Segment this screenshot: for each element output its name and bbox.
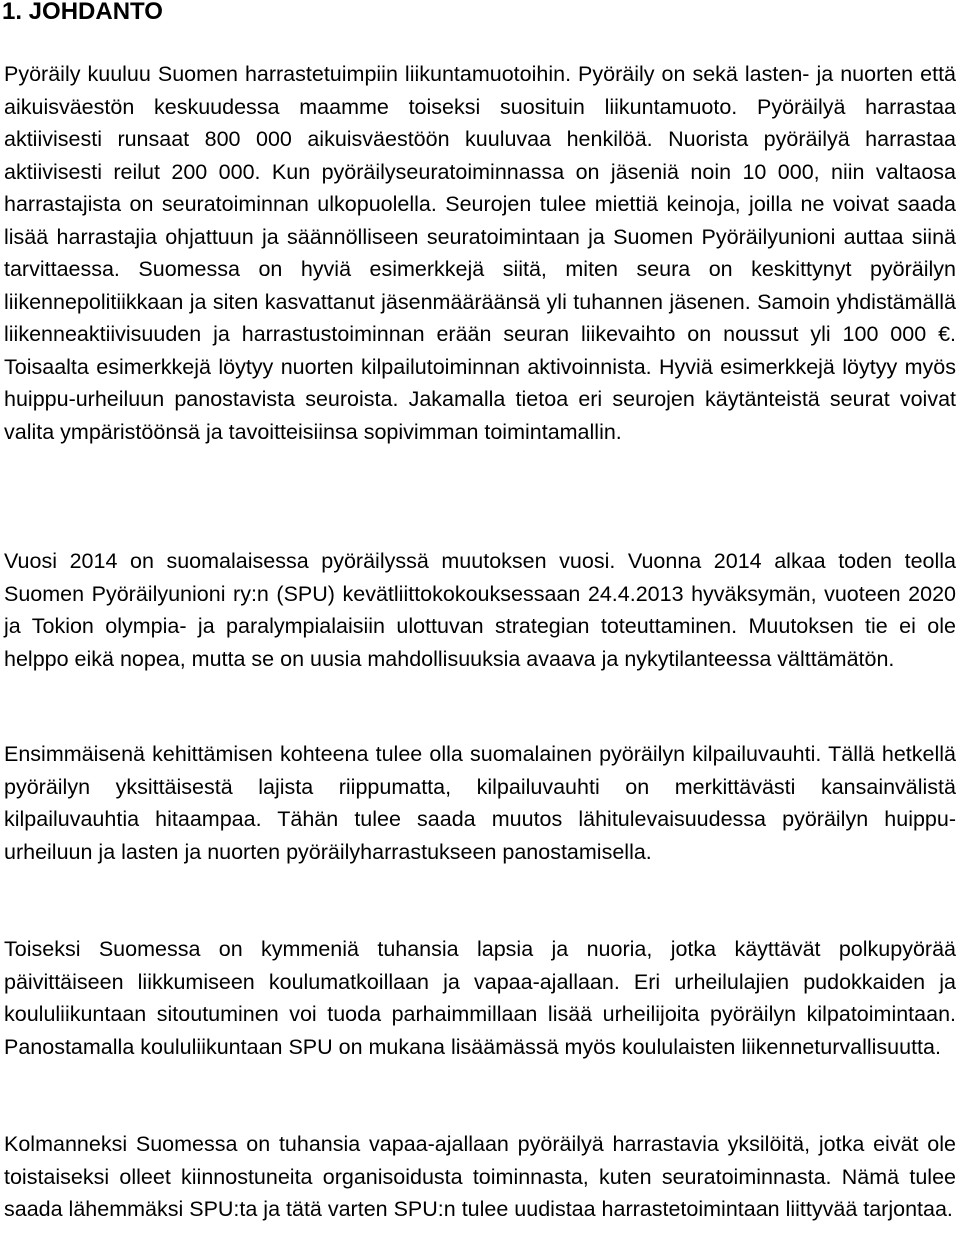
paragraph-2014-change: Vuosi 2014 on suomalaisessa pyöräilyssä muutoksen vuosi. Vuonna 2014 alkaa toden teolla Suomen Pyöräilyunioni ry:n (SPU) kevätliittokokouksessaan 24.4.2013 hyväksymän, vuoteen 2020 ja Tokion olympia- ja paralympialaisiin ulottuvan strategian toteuttaminen. Muutoksen tie ei ole helppo eikä nopea, mutta se on uusia mahdollisuuksia avaava ja nykytilanteessa välttämätön. <box>4 549 956 671</box>
paragraph-intro: Pyöräily kuuluu Suomen harrastetuimpiin liikuntamuotoihin. Pyöräily on sekä lasten- ja nuorten että aikuisväestön keskuudessa maamme toiseksi suosituin liikuntamuoto. Pyöräilyä harrastaa aktiivisesti runsaat 800 000 aikuisväestöön kuuluvaa henkilöä. Nuorista pyöräilyä harrastaa aktiivisesti reilut 200 000. Kun pyöräilyseuratoiminnassa on jäseniä noin 10 000, niin valtaosa harrastajista on seuratoiminnan ulkopuolella. Seurojen tulee miettiä keinoja, joilla ne voivat saada lisää harrastajia ohjattuun ja säännölliseen seuratoimintaan ja Suomen Pyöräilyunioni auttaa siinä tarvittaessa. Suomessa on hyviä esimerkkejä siitä, miten seura on keskittynyt pyöräilyn liikennepolitiikkaan ja siten kasvattanut jäsenmääräänsä yli tuhannen jäsenen. Samoin yhdistämällä liikenneaktiivisuuden ja harrastustoiminnan erään seuran liikevaihto on noussut yli 100 000 €. Toisaalta esimerkkejä löytyy nuorten kilpailutoiminnan aktivoinnista. Hyviä esimerkkejä löytyy myös huippu-urheiluun panostavista seuroista. Jakamalla tietoa eri seurojen käytänteistä seurat voivat valita ympäristöönsä ja tavoitteisiinsa sopivimman toimintamallin. <box>4 62 956 444</box>
paragraph-third-target: Kolmanneksi Suomessa on tuhansia vapaa-ajallaan pyöräilyä harrastavia yksilöitä, jotka eivät ole toistaiseksi olleet kiinnostuneita organisoidusta toiminnasta, kuten seuratoiminnasta. Nämä tulee saada lähemmäksi SPU:ta ja tätä varten SPU:n tulee uudistaa harrastetoimintaan liittyvää tarjontaa. <box>4 1132 956 1221</box>
section-heading: 1. JOHDANTO <box>2 0 163 25</box>
paragraph-second-target: Toiseksi Suomessa on kymmeniä tuhansia lapsia ja nuoria, jotka käyttävät polkupyörää päivittäiseen liikkumiseen koulumatkoillaan ja vapaa-ajallaan. Eri urheilulajien pudokkaiden ja koululiikuntaan sitoutuminen voi tuoda parhaimmillaan lisää urheilijoita pyöräilyn kilpatoimintaan. Panostamalla koululiikuntaan SPU on mukana lisäämässä myös koululaisten liikenneturvallisuutta. <box>4 937 956 1059</box>
paragraph-first-target: Ensimmäisenä kehittämisen kohteena tulee olla suomalainen pyöräilyn kilpailuvauhti. Tällä hetkellä pyöräilyn yksittäisestä lajista riippumatta, kilpailuvauhti on merkittävästi kansainvälistä kilpailuvauhtia hitaampaa. Tähän tulee saada muutos lähitulevaisuudessa pyöräilyn huippu-urheiluun ja lasten ja nuorten pyöräilyharrastukseen panostamisella. <box>4 742 956 864</box>
